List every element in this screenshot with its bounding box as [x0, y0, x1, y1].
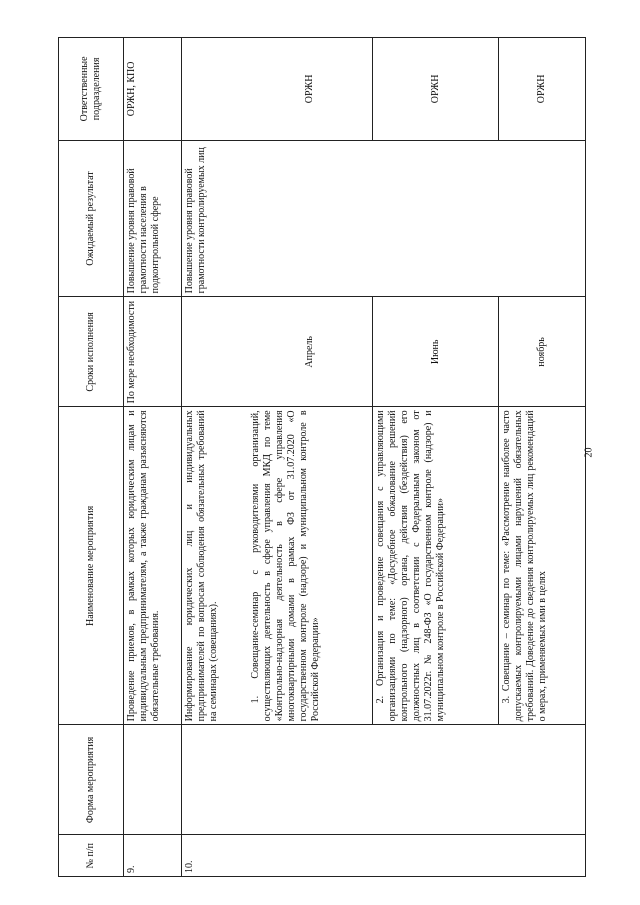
header-result: Ожидаемый результат	[59, 140, 124, 297]
page-number: 20	[583, 447, 595, 458]
row-10-item-1-responsible: ОРЖН	[248, 38, 373, 141]
row-10-form	[182, 725, 586, 835]
header-form: Форма мероприятия	[59, 725, 124, 835]
row-9-term: По мере необходимости	[124, 297, 182, 407]
row-9-form	[124, 725, 182, 835]
row-9-name: Проведение приемов, в рамках которых юридическим лицам и индивидуальным предпринимателям, а также гражданам разъясняются обязательные требования.	[124, 407, 182, 725]
header-term: Сроки исполнения	[59, 297, 124, 407]
row-10-intro-text: Информирование юридических лиц и индивидуальных предпринимателей по вопросам соблюдения обязательных требований на семинарах (совещаниях).	[184, 410, 219, 722]
row-10-item-3-term: ноябрь	[499, 297, 586, 407]
row-9-num: 9.	[124, 835, 182, 877]
row-10-item-2-text: 2. Организация и проведение совещания с управляющими организациями по теме: «Досудебное обжалование решений контрольного (надзорного) органа, действия (бездействия) его должностных лиц в соответствии с Федеральным законом от 31.07.2022г. № 248-ФЗ «О государственном контроле (надзоре) и муниципальном контроле в Российской Федерации»	[375, 410, 447, 722]
row-10-result: Повышение уровня правовой грамотности контролируемых лиц	[182, 140, 586, 297]
row-10-item-1-term: Апрель	[248, 297, 373, 407]
row-10-item-3	[499, 407, 586, 725]
table-header-row	[59, 38, 124, 877]
events-table	[58, 37, 586, 877]
header-responsible: Ответственные подразделения	[59, 38, 124, 141]
row-10-item-3-text: 3. Совещание – семинар по теме: «Рассмотрение наиболее часто допускаемых контролируемыми лицами нарушений обязательных требований. Доведение до сведения контролируемых лиц рекомендаций о мерах, применяемых ими в целях	[501, 410, 549, 722]
row-10-item-3-responsible: ОРЖН	[499, 38, 586, 141]
row-10-intro	[182, 407, 248, 725]
table-row	[124, 38, 182, 877]
row-10-item-2-responsible: ОРЖН	[373, 38, 499, 141]
row-10-term-blank	[182, 297, 248, 407]
header-name: Наименование мероприятия	[59, 407, 124, 725]
row-10-item-2	[373, 407, 499, 725]
row-10-item-1-text: 1. Совещание-семинар с руководителями организаций, осуществляющих деятельность в сфере управления МКД по теме «Контрольно-надзорная деятельность в сфере управления многоквартирными домами в рамках ФЗ от 31.07.2020 «О государственном контроле (надзоре) и муниципальном контроле в Российской Федерации»	[249, 410, 321, 722]
rotated-table-container	[58, 37, 586, 877]
row-10-resp-blank	[182, 38, 248, 141]
table-row	[182, 38, 248, 877]
row-10-item-2-term: Июнь	[373, 297, 499, 407]
row-10-num: 10.	[182, 835, 586, 877]
row-10-item-1	[248, 407, 373, 725]
row-9-result: Повышение уровня правовой грамотности населения в подконтрольной сфере	[124, 140, 182, 297]
header-num: № п/п	[59, 835, 124, 877]
row-9-responsible: ОРЖН, КПО	[124, 38, 182, 141]
